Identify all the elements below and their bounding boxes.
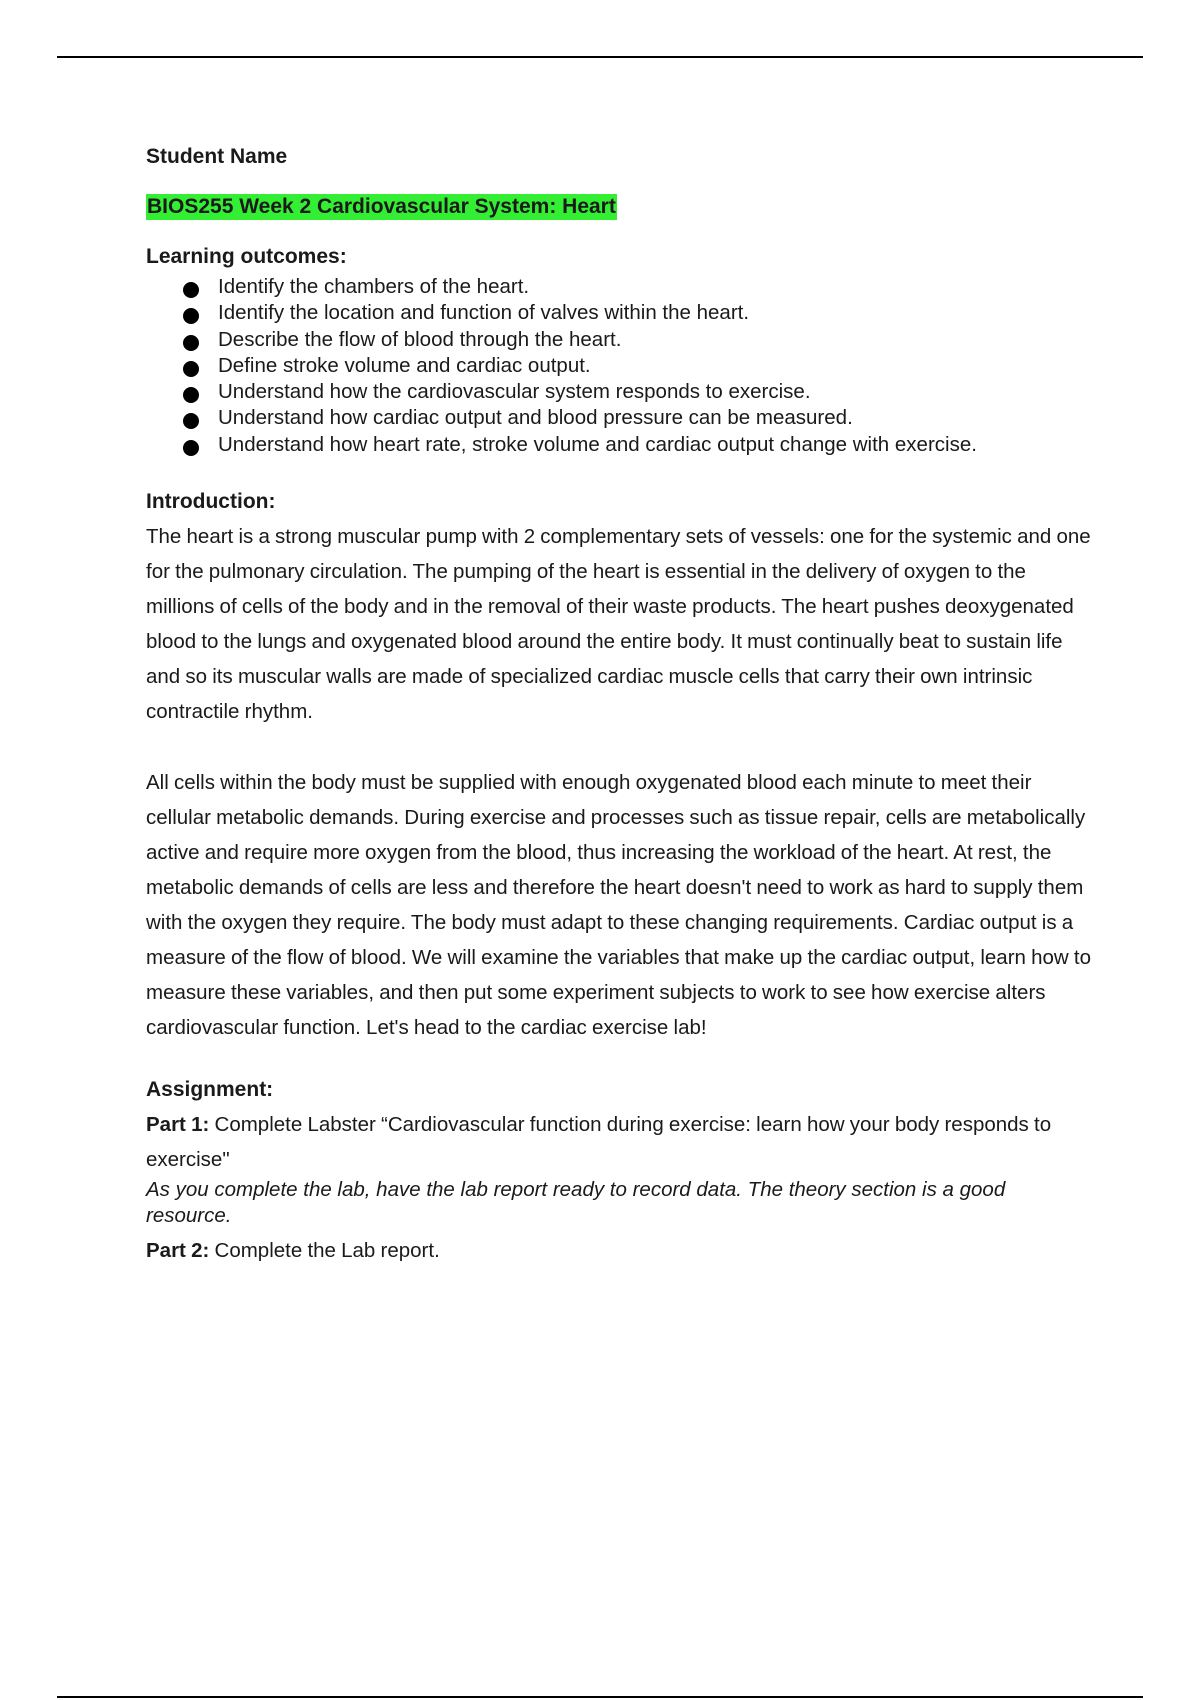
outcome-text: Identify the location and function of valves within the heart.: [218, 301, 750, 325]
introduction-heading: Introduction:: [146, 490, 276, 514]
part-1-label: Part 1:: [146, 1113, 210, 1137]
document-body: [146, 144, 1096, 1268]
learning-outcomes-heading: Learning outcomes:: [146, 245, 347, 268]
assignment-heading: Assignment:: [146, 1078, 274, 1102]
introduction-paragraph-1: The heart is a strong muscular pump with 2 complementary sets of vessels: one for the systemic and one for the pulmonary circulation. The pumping of the heart is essential in the delivery of oxygen to the millions of cells of the body and in the removal of their waste products. The heart pushes deoxygenated blood to the lungs and oxygenated blood around the entire body. It must continually beat to sustain life and so its muscular walls are made of specialized cardiac muscle cells that carry their own intrinsic contractile rhythm.: [146, 525, 1091, 724]
part-2-text: Complete the Lab report.: [209, 1239, 440, 1263]
bullet-icon: [183, 361, 199, 377]
part-2-label: Part 2:: [146, 1239, 210, 1263]
bullet-icon: [183, 413, 199, 429]
list-item: [146, 327, 1096, 353]
part-1-text: Complete Labster “Cardiovascular function during exercise: learn how your body responds to exercise": [146, 1113, 1052, 1172]
bullet-icon: [183, 308, 199, 324]
outcome-text: Understand how cardiac output and blood pressure can be measured.: [218, 406, 853, 430]
assignment-part-1: [146, 1107, 1096, 1177]
list-item: [146, 405, 1096, 431]
bullet-icon: [183, 282, 199, 298]
bullet-icon: [183, 440, 199, 456]
list-item: [146, 353, 1096, 379]
list-item: [146, 379, 1096, 405]
list-item: [146, 274, 1096, 300]
learning-outcomes-list: [146, 274, 1096, 458]
introduction-paragraph-2: All cells within the body must be supplied with enough oxygenated blood each minute to meet their cellular metabolic demands. During exercise and processes such as tissue repair, cells are metabolically active and require more oxygen from the blood, thus increasing the workload of the heart. At rest, the metabolic demands of cells are less and therefore the heart doesn't need to work as hard to supply them with the oxygen they require. The body must adapt to these changing requirements. Cardiac output is a measure of the flow of blood. We will examine the variables that make up the cardiac output, learn how to measure these variables, and then put some experiment subjects to work to see how exercise alters cardiovascular function. Let's head to the cardiac exercise lab!: [146, 771, 1092, 1040]
list-item: [146, 432, 1096, 458]
course-title: BIOS255 Week 2 Cardiovascular System: Heart: [147, 195, 616, 218]
list-item: [146, 300, 1096, 326]
student-name: Student Name: [146, 145, 288, 168]
assignment-part-2: [146, 1233, 1096, 1268]
outcome-text: Identify the chambers of the heart.: [218, 275, 530, 298]
outcome-text: Understand how the cardiovascular system responds to exercise.: [218, 380, 811, 404]
top-rule: [57, 56, 1143, 58]
bullet-icon: [183, 387, 199, 403]
outcome-text: Understand how heart rate, stroke volume and cardiac output change with exercise.: [218, 432, 977, 456]
bullet-icon: [183, 335, 199, 351]
outcome-text: Define stroke volume and cardiac output.: [218, 353, 591, 377]
part-1-note: As you complete the lab, have the lab report ready to record data. The theory section is a good resource.: [146, 1178, 1006, 1228]
outcome-text: Describe the flow of blood through the heart.: [218, 327, 622, 351]
bottom-rule: [57, 1696, 1143, 1698]
